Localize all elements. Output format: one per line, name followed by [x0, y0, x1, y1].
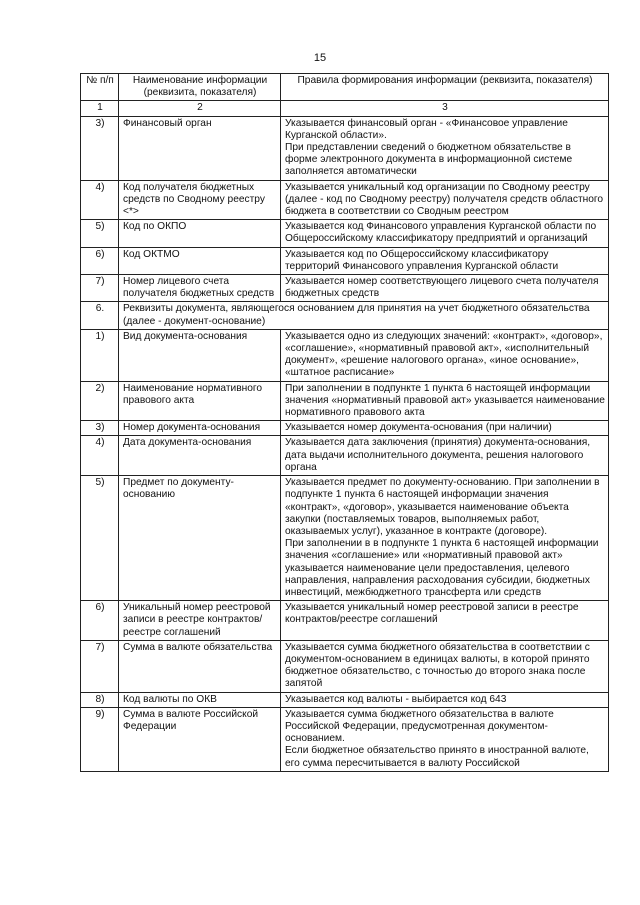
rule-paragraph: Указывается код по Общероссийскому классификатору территорий Финансового управления Курганской области [285, 248, 559, 272]
row-number: 6) [81, 601, 119, 641]
section-row [81, 302, 609, 329]
requisite-name: Код ОКТМО [119, 247, 281, 274]
header-col-number: № п/п [81, 74, 119, 101]
rule-paragraph: Если бюджетное обязательство принято в иностранной валюте, его сумма пересчитывается в валюту Российской [285, 745, 589, 769]
requisite-name: Сумма в валюте обязательства [119, 640, 281, 692]
rule-paragraph: Указывается номер соответствующего лицевого счета получателя бюджетных средств [285, 276, 599, 300]
table-row [81, 692, 609, 707]
requisite-rule [281, 275, 609, 302]
rule-paragraph: При представлении сведений о бюджетном обязательстве в форме электронного документа в информационной системе заполняется автоматически [285, 142, 573, 178]
requisites-table [80, 73, 609, 772]
rule-paragraph: Указывается предмет по документу-основанию. При заполнении в подпункте 1 пункта 6 настоящей информации значения «контракт», «договор», указывается наименование объекта закупки (поставляемых товаров, выполняемых работ, оказываемых услуг), указанное в контракте (договоре). [285, 477, 600, 537]
table-row [81, 381, 609, 421]
row-number: 3) [81, 116, 119, 180]
table-header-row [81, 74, 609, 101]
requisite-name: Предмет по документу-основанию [119, 476, 281, 601]
requisite-name: Уникальный номер реестровой записи в реестре контрактов/реестре соглашений [119, 601, 281, 641]
table-row [81, 247, 609, 274]
row-number: 4) [81, 180, 119, 220]
rule-paragraph: При заполнении в в подпункте 1 пункта 6 настоящей информации значения «соглашение» или «нормативный правовой акт» указывается наименование цели предоставления, целевого направления, направления расходования субсидии, бюджетных инвестиций, межбюджетного трансферта или средств [285, 538, 599, 598]
row-number: 9) [81, 707, 119, 771]
requisite-name: Наименование нормативного правового акта [119, 381, 281, 421]
rows-group-a [81, 116, 609, 302]
row-number: 2) [81, 381, 119, 421]
rule-paragraph: Указывается уникальный код организации по Сводному реестру (далее - код по Сводному реестру) получателя средств областного бюджета в соответствии со Сводным реестром [285, 181, 604, 218]
header-col-name: Наименование информации (реквизита, показателя) [119, 74, 281, 101]
rule-paragraph: Указывается сумма бюджетного обязательства в соответствии с документом-основанием в единицах валюты, в которой принято бюджетное обязательство, с точностью до второго знака после запятой [285, 641, 590, 690]
table-row [81, 220, 609, 247]
rule-paragraph: Указывается одно из следующих значений: «контракт», «договор», «соглашение», «нормативный правовой акт», «исполнительный документ», «решение налогового органа», «иное основание», «штатное расписание» [285, 330, 603, 379]
requisite-rule [281, 436, 609, 476]
requisite-rule [281, 247, 609, 274]
row-number: 8) [81, 692, 119, 707]
table-row [81, 116, 609, 180]
numbering-col1: 1 [81, 101, 119, 116]
table-row [81, 180, 609, 220]
rule-paragraph: При заполнении в подпункте 1 пункта 6 настоящей информации значения «нормативный правовой акт» указывается наименование нормативного правового акта [285, 382, 605, 419]
requisite-name: Номер лицевого счета получателя бюджетных средств [119, 275, 281, 302]
numbering-row [81, 101, 609, 116]
requisite-rule [281, 640, 609, 692]
rule-paragraph: Указывается номер документа-основания (при наличии) [285, 422, 552, 434]
requisite-rule [281, 692, 609, 707]
requisite-rule [281, 601, 609, 641]
requisite-rule [281, 381, 609, 421]
header-col-rules: Правила формирования информации (реквизита, показателя) [281, 74, 609, 101]
row-number: 5) [81, 220, 119, 247]
table-row [81, 436, 609, 476]
requisite-rule [281, 329, 609, 381]
rule-paragraph: Указывается сумма бюджетного обязательства в валюте Российской Федерации, предусмотренная документом-основанием. [285, 708, 554, 745]
requisite-rule [281, 220, 609, 247]
section-number: 6. [81, 302, 119, 329]
row-number: 5) [81, 476, 119, 601]
rule-paragraph: Указывается уникальный номер реестровой записи в реестре контрактов/реестре соглашений [285, 602, 579, 626]
rows-group-b [81, 329, 609, 771]
requisite-rule [281, 116, 609, 180]
requisite-name: Вид документа-основания [119, 329, 281, 381]
table-row [81, 476, 609, 601]
requisite-name: Номер документа-основания [119, 421, 281, 436]
table-row [81, 707, 609, 771]
numbering-col2: 2 [119, 101, 281, 116]
requisite-rule [281, 476, 609, 601]
requisite-rule [281, 180, 609, 220]
requisite-rule [281, 707, 609, 771]
table-row [81, 640, 609, 692]
row-number: 7) [81, 275, 119, 302]
section-title: Реквизиты документа, являющегося основанием для принятия на учет бюджетного обязательства (далее - документ-основание) [119, 302, 609, 329]
requisite-name: Финансовый орган [119, 116, 281, 180]
numbering-col3: 3 [281, 101, 609, 116]
requisite-name: Код по ОКПО [119, 220, 281, 247]
row-number: 7) [81, 640, 119, 692]
row-number: 4) [81, 436, 119, 476]
requisite-rule [281, 421, 609, 436]
table-row [81, 601, 609, 641]
table-row [81, 421, 609, 436]
rule-paragraph: Указывается финансовый орган - «Финансовое управление Курганской области». [285, 117, 568, 141]
row-number: 1) [81, 329, 119, 381]
table-row [81, 275, 609, 302]
rule-paragraph: Указывается код Финансового управления Курганской области по Общероссийскому классификатору предприятий и организаций [285, 221, 597, 245]
rule-paragraph: Указывается дата заключения (принятия) документа-основания, дата выдачи исполнительного документа, решения налогового органа [285, 437, 591, 473]
requisite-name: Код валюты по ОКВ [119, 692, 281, 707]
page-number: 15 [313, 52, 327, 64]
requisite-name: Сумма в валюте Российской Федерации [119, 707, 281, 771]
requisite-name: Дата документа-основания [119, 436, 281, 476]
requisite-name: Код получателя бюджетных средств по Сводному реестру <*> [119, 180, 281, 220]
row-number: 3) [81, 421, 119, 436]
table-row [81, 329, 609, 381]
row-number: 6) [81, 247, 119, 274]
rule-paragraph: Указывается код валюты - выбирается код 643 [285, 693, 507, 705]
